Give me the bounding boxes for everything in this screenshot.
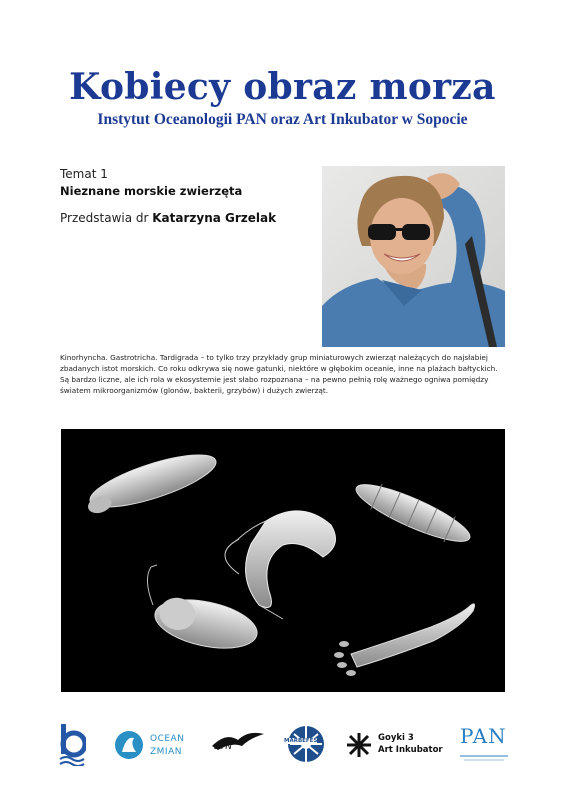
iopan-logo-icon	[58, 724, 86, 766]
page-title: Kobiecy obraz morza	[69, 66, 496, 108]
topic-label: Temat 1	[60, 167, 108, 181]
pan-underline	[460, 754, 510, 764]
pan-text: PAN	[460, 724, 507, 748]
microscopy-image	[61, 429, 505, 692]
ocean-zmian-text-1: OCEAN	[150, 734, 185, 744]
ocean-zmian-logo	[114, 726, 184, 766]
topic-title: Nieznane morskie zwierzęta	[60, 184, 243, 198]
organisms-illustration	[61, 429, 505, 692]
presenter-photo-illustration	[322, 166, 505, 347]
topic-description: Kinorhyncha. Gastrotricha. Tardigrada – to tylko trzy przykłady grup miniaturowych zwierząt należących do najsłabiej zbadanych istot morskich. Co roku odkrywa się nowe gatunki, niektóre w głębokim oceanie, inne na plażach bałtyckich. Są bardzo liczne, ale ich rola w ekosystemie jest słabo rozpoznana – na pewno pełnią rolę ważnego ogniwa pomiędzy światem mikroorganizmów (glonów, bakterii, grzybów) i dużych zwierząt.	[60, 353, 498, 395]
presenter-photo	[322, 166, 505, 347]
marbefes-logo	[286, 724, 326, 768]
goyki-asterisk-icon	[346, 732, 372, 758]
pan-logo	[458, 724, 510, 768]
iopan-logo	[58, 724, 86, 766]
presenter-prefix: Przedstawia dr	[60, 211, 153, 225]
presenter-name: Katarzyna Grzelak	[152, 211, 277, 225]
partner-logos	[50, 722, 520, 772]
presenter-line	[60, 211, 276, 225]
marbefes-text: MARBEFES	[284, 738, 318, 744]
page-subtitle: Instytut Oceanologii PAN oraz Art Inkubator w Sopocie	[97, 111, 468, 128]
goyki-text-1: Goyki 3	[378, 733, 414, 743]
marbefes-icon	[286, 724, 326, 764]
ocean-zmian-text-2: ZMIAN	[150, 747, 182, 757]
goyki-text-2: Art Inkubator	[378, 745, 443, 755]
goyki-logo	[346, 730, 446, 764]
ocean-zmian-icon	[114, 730, 144, 760]
stn-text: STN	[214, 742, 232, 752]
stn-logo	[208, 728, 266, 764]
